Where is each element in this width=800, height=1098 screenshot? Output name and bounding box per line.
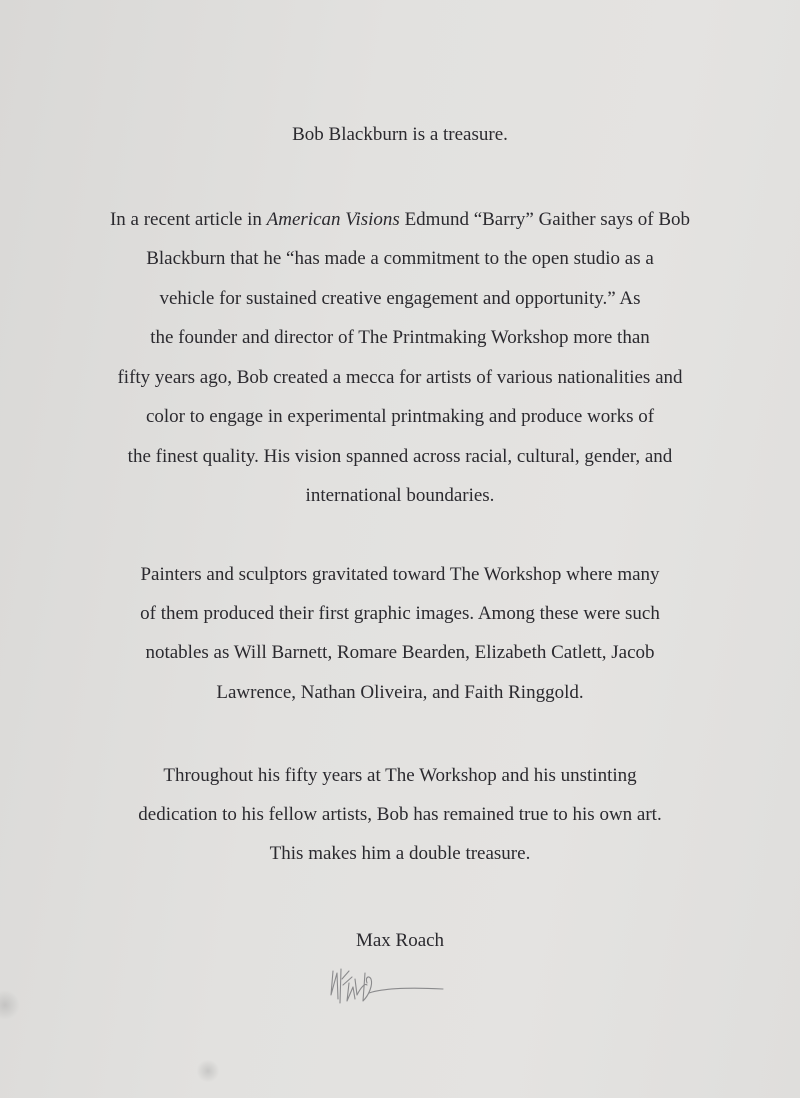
paragraph-1-line-4: the founder and director of The Printmaking Workshop more than (150, 327, 650, 348)
paragraph-1-line-2: Blackburn that he “has made a commitment to the open studio as a (146, 248, 654, 269)
paragraph-2-line-4: Lawrence, Nathan Oliveira, and Faith Ringgold. (216, 682, 584, 703)
paragraph-1-line-8: international boundaries. (305, 485, 495, 506)
paragraph-3-line-3: This makes him a double treasure. (269, 843, 531, 864)
paper-smudge (0, 990, 20, 1020)
paragraph-2-line-2: of them produced their first graphic images. Among these were such (140, 603, 660, 624)
paragraph-1-line-7: the finest quality. His vision spanned across racial, cultural, gender, and (127, 446, 673, 467)
paragraph-1-line-6: color to engage in experimental printmaking and produce works of (145, 406, 655, 427)
paragraph-3-line-2: dedication to his fellow artists, Bob has remained true to his own art. (138, 804, 662, 825)
pencil-signature (325, 965, 455, 1015)
paragraph-1-line-5: fifty years ago, Bob created a mecca for artists of various nationalities and (117, 367, 683, 388)
paragraph-1-line-1 (0, 208, 800, 232)
paragraph-3-line-1: Throughout his fifty years at The Workshop and his unstinting (163, 765, 637, 786)
author-name: Max Roach (355, 930, 445, 951)
text-segment: In a recent article in (109, 209, 267, 230)
paragraph-2-line-1: Painters and sculptors gravitated toward The Workshop where many (140, 564, 660, 585)
opening-line: Bob Blackburn is a treasure. (292, 124, 508, 145)
paper-smudge (196, 1060, 220, 1082)
paragraph-1-line-3: vehicle for sustained creative engagement and opportunity.” As (159, 288, 641, 309)
text-segment: Edmund “Barry” Gaither says of Bob (399, 209, 691, 230)
publication-title: American Visions (266, 209, 400, 230)
paragraph-2-line-3: notables as Will Barnett, Romare Bearden, Elizabeth Catlett, Jacob (145, 642, 655, 663)
